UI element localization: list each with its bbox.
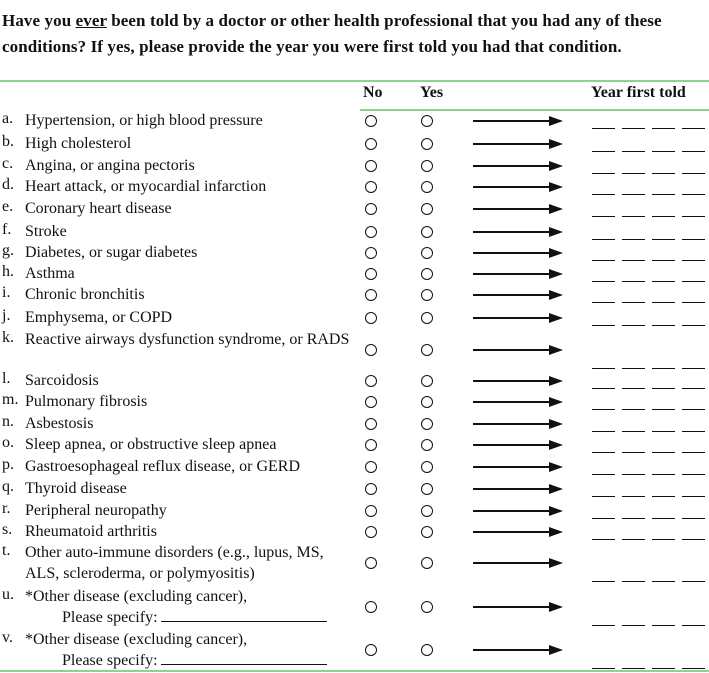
- radio-no[interactable]: [365, 289, 377, 301]
- condition-letter: r.: [2, 500, 11, 517]
- year-digit-blank[interactable]: [652, 281, 675, 282]
- year-digit-blank[interactable]: [682, 474, 705, 475]
- year-digit-blank[interactable]: [682, 409, 705, 410]
- year-digit-blank[interactable]: [592, 581, 615, 582]
- year-digit-blank[interactable]: [652, 539, 675, 540]
- radio-no[interactable]: [365, 344, 377, 356]
- condition-label-text: Thyroid disease: [25, 480, 127, 497]
- year-digit-blank[interactable]: [652, 452, 675, 453]
- radio-yes[interactable]: [421, 526, 433, 538]
- year-digit-blank[interactable]: [652, 260, 675, 261]
- condition-label-text: Asthma: [25, 265, 75, 282]
- year-digit-blank[interactable]: [682, 302, 705, 303]
- year-digit-blank[interactable]: [682, 239, 705, 240]
- year-digit-blank[interactable]: [682, 325, 705, 326]
- arrow-icon: [473, 313, 563, 323]
- condition-row: [0, 284, 709, 305]
- condition-label-text: Stroke: [25, 223, 67, 240]
- year-digit-blank[interactable]: [652, 496, 675, 497]
- condition-letter: i.: [2, 284, 11, 301]
- condition-row: [0, 413, 709, 434]
- radio-yes[interactable]: [421, 644, 433, 656]
- year-digit-blank[interactable]: [622, 260, 645, 261]
- radio-no[interactable]: [365, 181, 377, 193]
- year-digit-blank[interactable]: [592, 668, 615, 669]
- year-first-told-input[interactable]: [592, 431, 707, 433]
- year-digit-blank[interactable]: [622, 496, 645, 497]
- condition-row: [0, 133, 709, 154]
- arrow-icon: [473, 440, 563, 450]
- arrow-icon: [473, 484, 563, 494]
- radio-yes[interactable]: [421, 461, 433, 473]
- radio-no[interactable]: [365, 226, 377, 238]
- year-digit-blank[interactable]: [622, 239, 645, 240]
- condition-label: [25, 542, 355, 584]
- radio-no[interactable]: [365, 203, 377, 215]
- year-digit-blank[interactable]: [682, 194, 705, 195]
- specify-line: [25, 650, 355, 671]
- condition-row: [0, 370, 709, 391]
- radio-no[interactable]: [365, 375, 377, 387]
- condition-row: [0, 521, 709, 542]
- year-digit-blank[interactable]: [652, 581, 675, 582]
- radio-no[interactable]: [365, 439, 377, 451]
- header-year-first-told: Year first told: [591, 84, 686, 101]
- condition-label: [25, 329, 355, 350]
- condition-label-text: Gastroesophageal reflux disease, or GERD: [25, 458, 301, 475]
- year-digit-blank[interactable]: [622, 452, 645, 453]
- condition-letter: k.: [2, 329, 14, 346]
- year-digit-blank[interactable]: [622, 539, 645, 540]
- year-digit-blank[interactable]: [682, 368, 705, 369]
- condition-label-text: Asbestosis: [25, 415, 94, 432]
- year-digit-blank[interactable]: [622, 173, 645, 174]
- year-first-told-input[interactable]: [592, 151, 707, 153]
- arrow-icon: [473, 182, 563, 192]
- condition-letter: d.: [2, 176, 14, 193]
- arrow-icon: [473, 462, 563, 472]
- year-digit-blank[interactable]: [592, 368, 615, 369]
- condition-label-text: High cholesterol: [25, 135, 132, 152]
- year-first-told-input[interactable]: [592, 409, 707, 411]
- radio-yes[interactable]: [421, 160, 433, 172]
- year-digit-blank[interactable]: [652, 128, 675, 129]
- condition-letter: h.: [2, 263, 14, 280]
- condition-row: [0, 542, 709, 584]
- condition-letter: l.: [2, 370, 11, 387]
- condition-label-text: Rheumatoid arthritis: [25, 523, 157, 540]
- radio-yes[interactable]: [421, 344, 433, 356]
- year-digit-blank[interactable]: [682, 496, 705, 497]
- year-digit-blank[interactable]: [652, 173, 675, 174]
- condition-row: [0, 176, 709, 197]
- specify-input[interactable]: [161, 607, 327, 622]
- year-digit-blank[interactable]: [682, 539, 705, 540]
- radio-yes[interactable]: [421, 505, 433, 517]
- year-digit-blank[interactable]: [622, 325, 645, 326]
- year-digit-blank[interactable]: [652, 388, 675, 389]
- arrow-icon: [473, 204, 563, 214]
- condition-letter: f.: [2, 221, 12, 238]
- condition-letter: n.: [2, 413, 14, 430]
- year-first-told-input[interactable]: [592, 518, 707, 520]
- condition-label: [25, 284, 355, 305]
- year-digit-blank[interactable]: [622, 431, 645, 432]
- year-digit-blank[interactable]: [592, 409, 615, 410]
- radio-yes[interactable]: [421, 115, 433, 127]
- year-first-told-input[interactable]: [592, 128, 707, 130]
- radio-yes[interactable]: [421, 483, 433, 495]
- condition-label: [25, 263, 355, 284]
- year-digit-blank[interactable]: [592, 302, 615, 303]
- year-digit-blank[interactable]: [592, 518, 615, 519]
- year-digit-blank[interactable]: [622, 474, 645, 475]
- arrow-icon: [473, 139, 563, 149]
- specify-label: Please specify:: [62, 652, 158, 669]
- radio-no[interactable]: [365, 160, 377, 172]
- radio-yes[interactable]: [421, 601, 433, 613]
- radio-no[interactable]: [365, 483, 377, 495]
- year-digit-blank[interactable]: [652, 518, 675, 519]
- year-digit-blank[interactable]: [592, 625, 615, 626]
- year-digit-blank[interactable]: [592, 496, 615, 497]
- condition-label: [25, 629, 355, 671]
- question-text: [2, 8, 707, 60]
- radio-no[interactable]: [365, 138, 377, 150]
- arrow-icon: [473, 506, 563, 516]
- condition-label-text: Other auto-immune disorders (e.g., lupus, MS, ALS, scleroderma, or polymyositis): [25, 544, 324, 582]
- condition-row: [0, 478, 709, 499]
- year-digit-blank[interactable]: [622, 368, 645, 369]
- year-first-told-input[interactable]: [592, 625, 707, 627]
- condition-letter: q.: [2, 478, 14, 495]
- condition-label-text: Angina, or angina pectoris: [25, 157, 195, 174]
- condition-label: [25, 110, 355, 131]
- radio-no[interactable]: [365, 601, 377, 613]
- year-digit-blank[interactable]: [622, 128, 645, 129]
- header-no: No: [363, 84, 383, 101]
- condition-label: [25, 456, 355, 477]
- condition-label-text: *Other disease (excluding cancer),: [25, 588, 248, 605]
- condition-row: [0, 629, 709, 671]
- year-digit-blank[interactable]: [592, 325, 615, 326]
- condition-label-text: Coronary heart disease: [25, 200, 172, 217]
- year-digit-blank[interactable]: [592, 216, 615, 217]
- year-digit-blank[interactable]: [652, 239, 675, 240]
- radio-yes[interactable]: [421, 268, 433, 280]
- condition-label-text: Diabetes, or sugar diabetes: [25, 244, 198, 261]
- year-digit-blank[interactable]: [622, 625, 645, 626]
- year-digit-blank[interactable]: [592, 194, 615, 195]
- year-digit-blank[interactable]: [592, 173, 615, 174]
- year-first-told-input[interactable]: [592, 581, 707, 583]
- arrow-icon: [473, 290, 563, 300]
- arrow-icon: [473, 248, 563, 258]
- condition-label: [25, 176, 355, 197]
- condition-label-text: Emphysema, or COPD: [25, 309, 173, 326]
- year-first-told-input[interactable]: [592, 194, 707, 196]
- radio-yes[interactable]: [421, 289, 433, 301]
- year-digit-blank[interactable]: [682, 452, 705, 453]
- radio-no[interactable]: [365, 557, 377, 569]
- condition-label-text: Peripheral neuropathy: [25, 502, 167, 519]
- year-digit-blank[interactable]: [682, 216, 705, 217]
- radio-yes[interactable]: [421, 203, 433, 215]
- condition-letter: s.: [2, 521, 13, 538]
- year-digit-blank[interactable]: [592, 151, 615, 152]
- arrow-icon: [473, 345, 563, 355]
- condition-label: [25, 155, 355, 176]
- condition-label-text: Reactive airways dysfunction syndrome, or RADS: [25, 331, 350, 348]
- year-digit-blank[interactable]: [682, 388, 705, 389]
- year-digit-blank[interactable]: [682, 668, 705, 669]
- radio-yes[interactable]: [421, 418, 433, 430]
- year-digit-blank[interactable]: [652, 302, 675, 303]
- condition-label-text: Chronic bronchitis: [25, 286, 145, 303]
- specify-input[interactable]: [161, 650, 327, 665]
- radio-no[interactable]: [365, 526, 377, 538]
- year-digit-blank[interactable]: [652, 368, 675, 369]
- arrow-icon: [473, 602, 563, 612]
- condition-row: [0, 500, 709, 521]
- year-digit-blank[interactable]: [652, 194, 675, 195]
- year-digit-blank[interactable]: [652, 151, 675, 152]
- year-digit-blank[interactable]: [652, 668, 675, 669]
- condition-row: [0, 391, 709, 412]
- arrow-icon: [473, 116, 563, 126]
- year-digit-blank[interactable]: [652, 325, 675, 326]
- condition-row: [0, 586, 709, 628]
- year-digit-blank[interactable]: [592, 539, 615, 540]
- radio-no[interactable]: [365, 418, 377, 430]
- year-digit-blank[interactable]: [622, 388, 645, 389]
- radio-yes[interactable]: [421, 557, 433, 569]
- condition-label: [25, 221, 355, 242]
- year-digit-blank[interactable]: [592, 239, 615, 240]
- year-digit-blank[interactable]: [682, 281, 705, 282]
- arrow-icon: [473, 227, 563, 237]
- condition-letter: v.: [2, 629, 13, 646]
- condition-row: [0, 221, 709, 242]
- year-digit-blank[interactable]: [622, 581, 645, 582]
- condition-label-text: Pulmonary fibrosis: [25, 393, 148, 410]
- condition-row: [0, 329, 709, 371]
- radio-yes[interactable]: [421, 396, 433, 408]
- year-digit-blank[interactable]: [622, 302, 645, 303]
- arrow-icon: [473, 376, 563, 386]
- specify-label: Please specify:: [62, 609, 158, 626]
- year-first-told-input[interactable]: [592, 216, 707, 218]
- specify-line: [25, 607, 355, 628]
- condition-letter: c.: [2, 155, 14, 172]
- condition-letter: u.: [2, 586, 14, 603]
- radio-yes[interactable]: [421, 439, 433, 451]
- condition-label-text: Sarcoidosis: [25, 372, 99, 389]
- condition-row: [0, 198, 709, 219]
- condition-label: [25, 586, 355, 628]
- year-first-told-input[interactable]: [592, 302, 707, 304]
- arrow-icon: [473, 558, 563, 568]
- year-digit-blank[interactable]: [682, 518, 705, 519]
- arrow-icon: [473, 161, 563, 171]
- year-digit-blank[interactable]: [682, 581, 705, 582]
- condition-row: [0, 242, 709, 263]
- condition-letter: e.: [2, 198, 14, 215]
- year-first-told-input[interactable]: [592, 539, 707, 541]
- condition-row: [0, 155, 709, 176]
- year-digit-blank[interactable]: [592, 281, 615, 282]
- year-first-told-input[interactable]: [592, 281, 707, 283]
- condition-label: [25, 434, 355, 455]
- condition-label: [25, 307, 355, 328]
- year-digit-blank[interactable]: [652, 431, 675, 432]
- year-digit-blank[interactable]: [682, 625, 705, 626]
- radio-yes[interactable]: [421, 247, 433, 259]
- year-digit-blank[interactable]: [592, 260, 615, 261]
- year-digit-blank[interactable]: [622, 194, 645, 195]
- year-digit-blank[interactable]: [592, 128, 615, 129]
- condition-label-text: Sleep apnea, or obstructive sleep apnea: [25, 436, 277, 453]
- year-first-told-input[interactable]: [592, 325, 707, 327]
- condition-label: [25, 413, 355, 434]
- condition-row: [0, 110, 709, 131]
- year-digit-blank[interactable]: [592, 388, 615, 389]
- condition-label-text: Hypertension, or high blood pressure: [25, 112, 263, 129]
- year-digit-blank[interactable]: [622, 281, 645, 282]
- year-digit-blank[interactable]: [622, 409, 645, 410]
- year-digit-blank[interactable]: [682, 431, 705, 432]
- radio-yes[interactable]: [421, 375, 433, 387]
- condition-label: [25, 198, 355, 219]
- condition-label: [25, 391, 355, 412]
- arrow-icon: [473, 397, 563, 407]
- arrow-icon: [473, 645, 563, 655]
- year-digit-blank[interactable]: [622, 216, 645, 217]
- arrow-icon: [473, 269, 563, 279]
- condition-label: [25, 242, 355, 263]
- condition-letter: a.: [2, 110, 14, 127]
- condition-label-text: *Other disease (excluding cancer),: [25, 631, 248, 648]
- year-first-told-input[interactable]: [592, 474, 707, 476]
- condition-label: [25, 133, 355, 154]
- year-first-told-input[interactable]: [592, 173, 707, 175]
- condition-letter: t.: [2, 542, 11, 559]
- condition-letter: o.: [2, 434, 14, 451]
- year-digit-blank[interactable]: [682, 128, 705, 129]
- condition-label-text: Heart attack, or myocardial infarction: [25, 178, 267, 195]
- year-digit-blank[interactable]: [652, 216, 675, 217]
- radio-yes[interactable]: [421, 181, 433, 193]
- condition-label: [25, 500, 355, 521]
- year-digit-blank[interactable]: [622, 668, 645, 669]
- year-digit-blank[interactable]: [652, 625, 675, 626]
- year-digit-blank[interactable]: [592, 474, 615, 475]
- radio-no[interactable]: [365, 644, 377, 656]
- year-first-told-input[interactable]: [592, 239, 707, 241]
- radio-no[interactable]: [365, 268, 377, 280]
- year-digit-blank[interactable]: [592, 431, 615, 432]
- header-yes: Yes: [420, 84, 444, 101]
- radio-yes[interactable]: [421, 138, 433, 150]
- condition-label: [25, 370, 355, 391]
- year-digit-blank[interactable]: [652, 474, 675, 475]
- year-digit-blank[interactable]: [682, 260, 705, 261]
- radio-no[interactable]: [365, 396, 377, 408]
- condition-letter: p.: [2, 456, 14, 473]
- arrow-icon: [473, 419, 563, 429]
- year-digit-blank[interactable]: [592, 452, 615, 453]
- condition-label: [25, 521, 355, 542]
- year-first-told-input[interactable]: [592, 452, 707, 454]
- condition-letter: j.: [2, 307, 11, 324]
- question-emphasis: ever: [75, 11, 107, 30]
- radio-no[interactable]: [365, 247, 377, 259]
- year-digit-blank[interactable]: [622, 518, 645, 519]
- radio-no[interactable]: [365, 115, 377, 127]
- year-digit-blank[interactable]: [682, 173, 705, 174]
- radio-yes[interactable]: [421, 312, 433, 324]
- year-digit-blank[interactable]: [652, 409, 675, 410]
- top-divider: [0, 80, 709, 82]
- year-digit-blank[interactable]: [682, 151, 705, 152]
- radio-no[interactable]: [365, 461, 377, 473]
- condition-row: [0, 434, 709, 455]
- radio-yes[interactable]: [421, 226, 433, 238]
- condition-label: [25, 478, 355, 499]
- year-first-told-input[interactable]: [592, 388, 707, 390]
- condition-row: [0, 456, 709, 477]
- condition-row: [0, 307, 709, 328]
- radio-no[interactable]: [365, 312, 377, 324]
- condition-row: [0, 263, 709, 284]
- year-digit-blank[interactable]: [622, 151, 645, 152]
- radio-no[interactable]: [365, 505, 377, 517]
- year-first-told-input[interactable]: [592, 496, 707, 498]
- question-part1: Have you: [2, 11, 76, 30]
- condition-letter: g.: [2, 242, 14, 259]
- condition-letter: b.: [2, 133, 14, 150]
- bottom-divider: [0, 670, 709, 672]
- arrow-icon: [473, 527, 563, 537]
- question-part2: been told by a doctor or other health professional that you had any of these conditions? If yes, please provide the year you were first told you had that condition.: [2, 11, 662, 56]
- year-first-told-input[interactable]: [592, 260, 707, 262]
- condition-letter: m.: [2, 391, 19, 408]
